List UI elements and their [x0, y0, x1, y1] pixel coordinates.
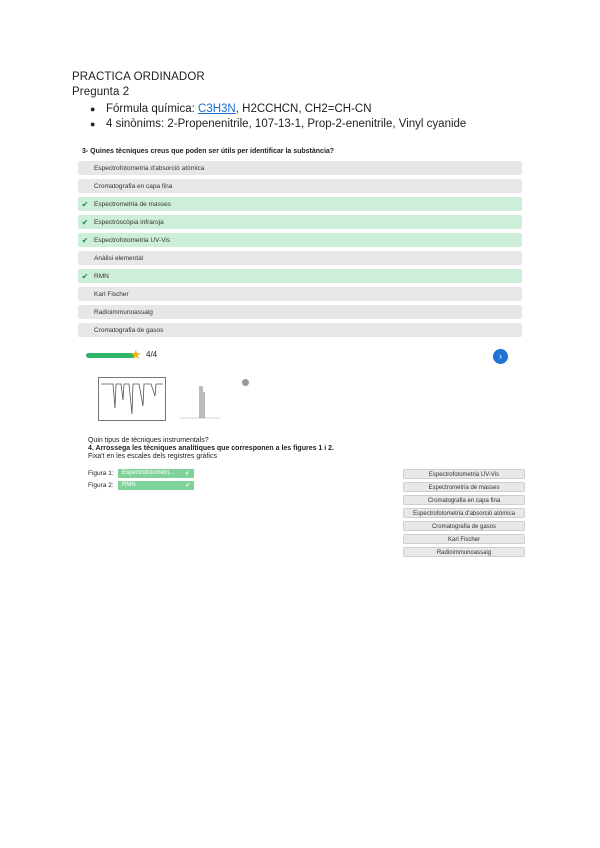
progress-row	[86, 349, 508, 365]
option-label: RMN	[94, 272, 109, 280]
option-item[interactable]	[78, 197, 522, 211]
option-label: Espectrofotometria d'absorció atòmica	[94, 164, 205, 172]
formula-link[interactable]: C3H3N	[198, 103, 236, 115]
question-4-hint: Fixa't en les escales dels registres gràfics	[88, 453, 217, 460]
option-item[interactable]	[78, 215, 522, 229]
figure-2-answer: RMN	[122, 482, 136, 488]
check-icon: ✔	[81, 235, 89, 245]
formula-prefix: Fórmula química:	[106, 103, 199, 115]
info-dot-icon[interactable]	[242, 379, 249, 386]
document-header	[72, 70, 466, 132]
choice-item[interactable]: Espectrofotometria UV-Vis	[403, 469, 525, 479]
option-label: Radioimmunoassaig	[94, 308, 153, 316]
figure-1-dropzone[interactable]	[118, 469, 194, 478]
option-item[interactable]	[78, 179, 522, 193]
figure-2-dropzone[interactable]	[118, 481, 194, 490]
option-item[interactable]	[78, 287, 522, 301]
check-icon: ✔	[81, 199, 89, 209]
check-icon: ✔	[81, 217, 89, 227]
choice-item[interactable]: Radioimmunoassaig	[403, 547, 525, 557]
option-item[interactable]	[78, 251, 522, 265]
question-3-title: 3- Quines tècniques creus que poden ser útils per identificar la substància?	[82, 148, 335, 155]
figure-2-label: Figura 2:	[88, 481, 114, 489]
figure-1-answer: Espectrofotometri...	[122, 470, 175, 476]
formula-rest: , H2CCHCN, CH2=CH-CN	[235, 103, 372, 115]
choice-item[interactable]: Cromatografia en capa fina	[403, 495, 525, 505]
formula-item	[90, 102, 466, 117]
spectrum-plot	[99, 378, 165, 420]
option-label: Espectrofotometria UV-Vis	[94, 236, 171, 244]
option-item[interactable]	[78, 269, 522, 283]
question-4-title: 4. Arrossega les tècniques analítiques que corresponen a les figures 1 i 2.	[88, 445, 334, 452]
option-item[interactable]	[78, 161, 522, 175]
question-label: Pregunta 2	[72, 86, 130, 98]
figures	[84, 372, 284, 428]
option-label: Karl Fischer	[94, 290, 129, 298]
check-icon: ✔	[184, 482, 190, 489]
figure-2-nmr	[180, 378, 220, 422]
figure-1-label: Figura 1:	[88, 469, 114, 477]
next-button[interactable]: ›	[493, 349, 508, 364]
quiz-question-3	[78, 148, 522, 341]
option-label: Anàlisi elemental	[94, 254, 144, 262]
quiz-question-4	[88, 437, 334, 461]
option-item[interactable]	[78, 233, 522, 247]
check-icon: ✔	[81, 271, 89, 281]
progress-count: 4/4	[146, 350, 158, 359]
progress-bar	[86, 353, 136, 358]
option-label: Espectrometria de masses	[94, 200, 171, 208]
check-icon: ✔	[184, 470, 190, 477]
draggable-choices	[403, 469, 525, 560]
option-label: Cromatografia en capa fina	[94, 182, 173, 190]
choice-item[interactable]: Espectrofotometria d'absorció atòmica	[403, 508, 525, 518]
option-label: Cromatografia de gasos	[94, 326, 164, 334]
figure-2-row	[88, 480, 194, 490]
choice-item[interactable]: Cromatografia de gasos	[403, 521, 525, 531]
doc-title: PRACTICA ORDINADOR	[72, 71, 205, 83]
answer-slots	[88, 468, 194, 492]
q-intro: Quin tipus de tècniques instrumentals?	[88, 437, 209, 444]
option-item[interactable]	[78, 323, 522, 337]
choice-item[interactable]: Karl Fischer	[403, 534, 525, 544]
option-list	[78, 161, 522, 337]
option-label: Espectròscòpia infraroja	[94, 218, 164, 226]
figure-1-spectrum	[98, 377, 166, 421]
figure-1-row	[88, 468, 194, 478]
bullet-list	[90, 102, 466, 132]
choice-item[interactable]: Espectrometria de masses	[403, 482, 525, 492]
option-item[interactable]	[78, 305, 522, 319]
star-icon: ★	[130, 347, 142, 362]
synonyms-item: ● 4 sinònims: 2-Propenenitrile, 107-13-1, Prop-2-enenitrile, Vinyl cyanide	[90, 117, 466, 132]
